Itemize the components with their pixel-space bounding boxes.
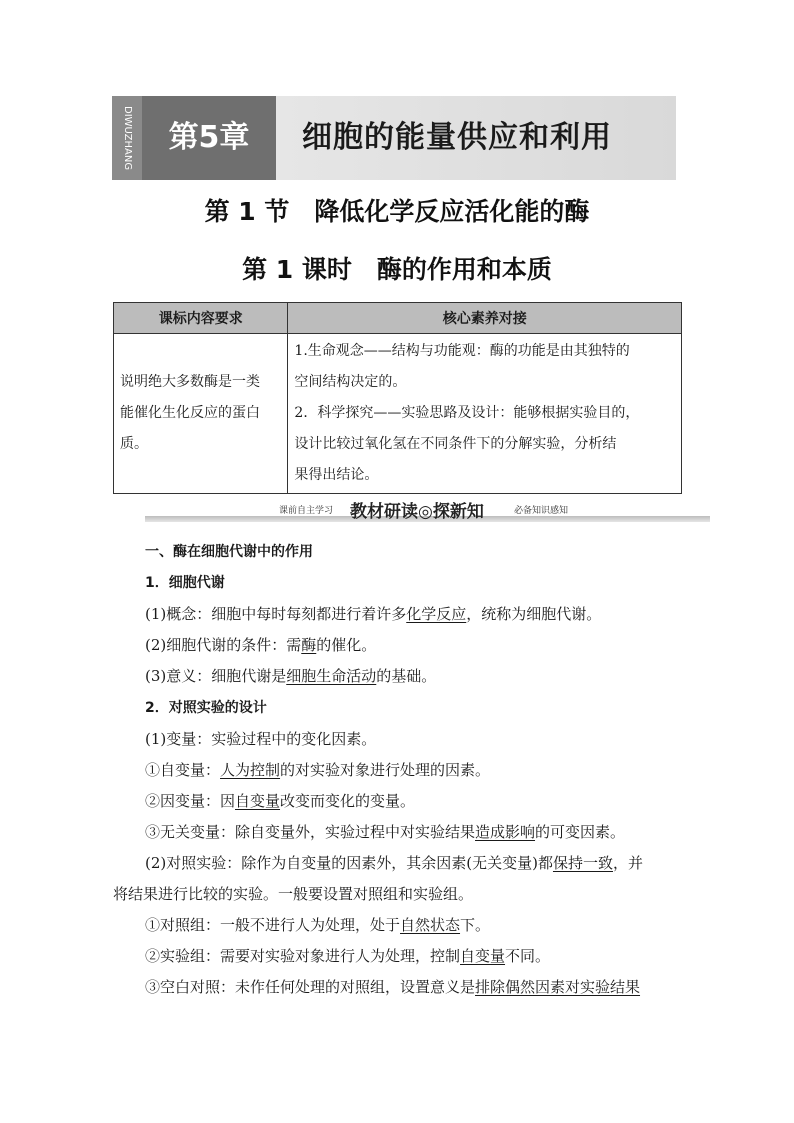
table-row [114,334,682,494]
cell-line: 质。 [120,436,148,452]
core-literacy-cell [288,334,682,494]
paragraph-controlled-experiment-continued: 将结果进行比较的实验。一般要设置对照组和实验组。 [113,885,474,903]
subheading-cell-metabolism: 1．细胞代谢 [145,575,225,591]
subheading-controlled-experiment: 2．对照实验的设计 [145,700,267,716]
paragraph-irrelevant-variable: ③无关变量：除自变量外，实验过程中对实验结果造成影响的可变因素。 [145,823,626,841]
chapter-number: 第5章 [142,96,276,180]
cell-line: 果得出结论。 [294,467,379,483]
cell-line: 2．科学探究——实验思路及设计：能够根据实验目的， [294,405,640,421]
band-heading: 教材研读◎探新知 [350,502,484,522]
table-header: 课标内容要求 [114,303,288,334]
cell-line: 能催化生化反应的蛋白 [120,405,260,421]
paragraph-condition: (2)细胞代谢的条件：需酶的催化。 [145,636,377,654]
chapter-banner [112,96,676,180]
key-term: 自然状态 [400,916,461,934]
paragraph-significance: (3)意义：细胞代谢是细胞生命活动的基础。 [145,667,437,685]
key-term: 人为控制 [220,761,281,779]
paragraph-control-group: ①对照组：一般不进行人为处理，处于自然状态下。 [145,916,491,934]
heading-enzyme-role: 一、酶在细胞代谢中的作用 [145,544,313,560]
paragraph-variable: (1)变量：实验过程中的变化因素。 [145,730,377,748]
key-term: 排除偶然因素对实验结果 [475,978,641,996]
cell-line: 空间结构决定的。 [294,374,407,390]
content-requirement-cell [114,334,288,494]
chapter-title: 细胞的能量供应和利用 [302,120,612,155]
paragraph-independent-variable: ①自变量：人为控制的对实验对象进行处理的因素。 [145,761,491,779]
key-term: 自变量 [460,947,506,965]
paragraph-experimental-group: ②实验组：需要对实验对象进行人为处理，控制自变量不同。 [145,947,551,965]
table-header: 核心素养对接 [288,303,682,334]
key-term: 酶 [301,636,317,654]
key-term: 细胞生命活动 [286,667,377,685]
key-term: 造成影响 [475,823,536,841]
cell-line: 1.生命观念——结构与功能观：酶的功能是由其独特的 [294,343,630,359]
banner-side-strip [112,96,142,180]
banner-side-text: DIWUZHANG [122,105,133,171]
paragraph-dependent-variable: ②因变量：因自变量改变而变化的变量。 [145,792,416,810]
cell-line: 设计比较过氧化氢在不同条件下的分解实验，分析结 [294,436,617,452]
key-term: 化学反应 [406,605,467,623]
key-term: 保持一致 [552,854,613,872]
band-right-caption: 必备知识感知 [514,506,569,516]
section-title: 第 1 节 降低化学反应活化能的酶 [204,197,590,226]
paragraph-concept: (1)概念：细胞中每时每刻都进行着许多化学反应，统称为细胞代谢。 [145,605,602,623]
lesson-title: 第 1 课时 酶的作用和本质 [242,255,552,284]
band-left-caption: 课前自主学习 [279,506,334,516]
section-divider-band [145,500,710,524]
paragraph-controlled-experiment: (2)对照实验：除作为自变量的因素外，其余因素(无关变量)都保持一致，并 [145,854,643,872]
table-header-row [114,303,682,334]
key-term: 自变量 [235,792,281,810]
cell-line: 说明绝大多数酶是一类 [120,374,260,390]
paragraph-blank-control: ③空白对照：未作任何处理的对照组，设置意义是排除偶然因素对实验结果 [145,978,641,996]
standards-table [113,302,682,494]
